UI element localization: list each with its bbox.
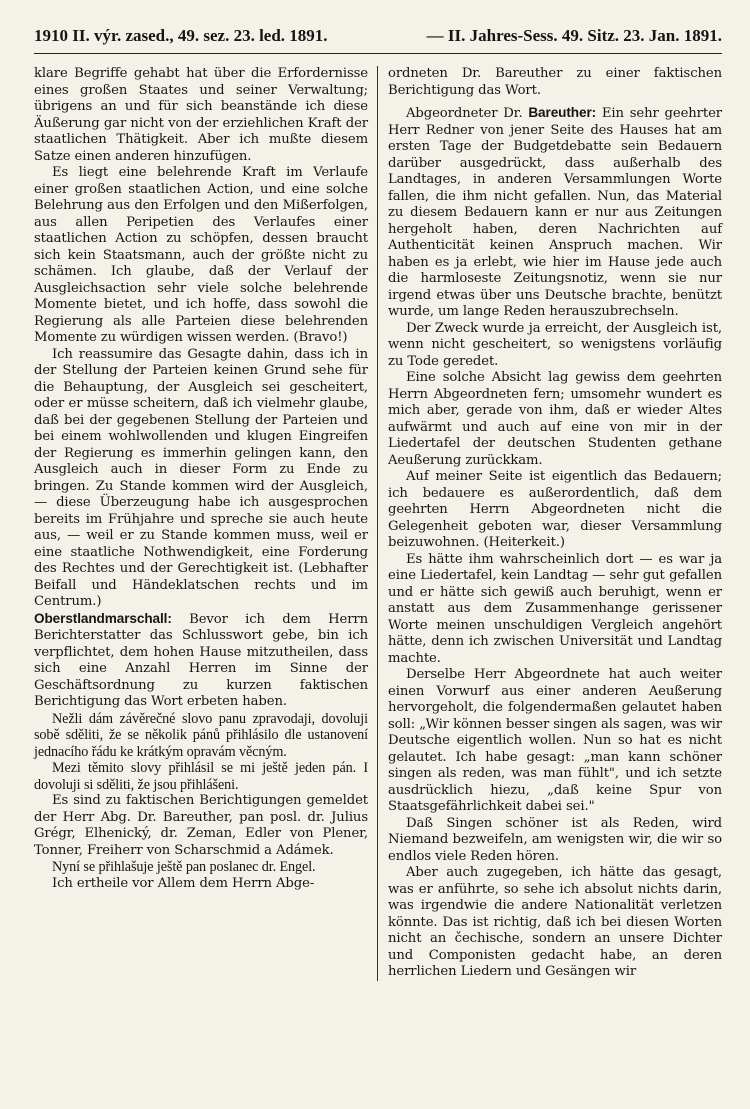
header-right: — II. Jahres-Sess. 49. Sitz. 23. Jan. 1891. [426, 26, 722, 45]
paragraph-czech: Nyní se přihlašuje ještě pan poslanec dr. Engel. [52, 859, 316, 876]
page-header [34, 26, 722, 54]
paragraph: Eine solche Absicht lag gewiss dem geehrten Herrn Abgeordneten fern; umsomehr wundert es mich aber, gerade von ihm, daß er wieder Altes aufwärmt und auch auf eine von mir in der Liedertafel der deutschen Studenten gethane Aeußerung zurückkam. [388, 370, 722, 468]
paragraph: Es liegt eine belehrende Kraft im Verlaufe einer großen staatlichen Action, und eine solche Belehrung aus den Erfolgen und den Mißerfolgen, aus allen Peripetien des Verlaufes einer staatlichen Action zu schöpfen, dessen braucht sich kein Staatsmann, auch der größte nicht zu schämen. Ich glaube, daß der Verlauf der Ausgleichsaction sehr viele solche belehrende Momente bietet, und ich hoffe, dass sowohl die Regierung als alle Parteien diese belehrenden Momente zu würdigen wissen werden. (Bravo!) [34, 165, 368, 345]
text-columns [34, 66, 722, 981]
speaker-prefix: Abgeordneter Dr. [406, 106, 529, 121]
speech-text: Ein sehr geehrter Herr Redner von jener Seite des Hauses hat am ersten Tage der Budgetdebatte sein Bedauern darüber ausgedrückt, dass außerhalb des Landtages, in anderen Versammlungen Worte fallen, die ihm nicht gefallen. Nun, das Material zu diesem Bedauern kann er nur aus Zeitungen hergeholt haben, deren Nachrichten auf Authenticität keinen Anspruch machen. Wir haben es ja erlebt, wie hier im Hause jede auch die harmloseste Zeitungsnotiz, wenn sie nur irgend etwas über uns Deutsche brachte, benützt wurde, um lange Reden herauszubrechseln. [388, 106, 722, 319]
paragraph: Aber auch zugegeben, ich hätte das gesagt, was er anführte, so sehe ich absolut nichts darin, was irgendwie die andere Nationalität verletzen könnte. Das ist richtig, daß ich bei diesen Worten nicht an čechische, sondern an unsere Dichter und Componisten gedacht habe, an deren herrlichen Liedern und Gesängen wir [388, 865, 722, 979]
speaker-name: Bareuther: [528, 105, 597, 120]
paragraph: Es sind zu faktischen Berichtigungen gemeldet der Herr Abg. Dr. Bareuther, pan posl. dr. Julius Grégr, Elhenický, dr. Zeman, Edler von Plener, Tonner, Freiherr von Scharschmid a Adámek. [34, 793, 368, 858]
header-left: 1910 II. výr. zased., 49. sez. 23. led. 1891. [34, 26, 328, 45]
paragraph: ordneten Dr. Bareuther zu einer faktischen Berichtigung das Wort. [388, 66, 722, 98]
paragraph: Daß Singen schöner ist als Reden, wird Niemand bezweifeln, am wenigsten wir, die wir so endlos viele Reden hören. [388, 815, 722, 864]
speaker-paragraph [34, 611, 368, 711]
right-column [377, 66, 722, 981]
paragraph: Es hätte ihm wahrscheinlich dort — es war ja eine Liedertafel, kein Landtag — sehr gut gefallen und er hätte sich gewiß auch beruhigt, wenn er anstatt aus dem Zusammenhange gerissener Worte meinen unschuldigen Vergleich angehört hätte, denn ich zwischen Universität und Landtag machte. [388, 551, 722, 666]
paragraph: Ich ertheile vor Allem dem Herrn Abge- [52, 876, 315, 892]
speech-text: Bevor ich dem Herrn Berichterstatter das Schlusswort gebe, bin ich verpflichtet, dem hohen Hause mitzutheilen, dass sich eine Anzahl Herren im Sinne der Geschäftsordnung zu kurzen faktischen Berichtigung das Wort erbeten haben. [34, 611, 368, 709]
paragraph: Derselbe Herr Abgeordnete hat auch weiter einen Vorwurf aus einer anderen Aeußerung hervorgeholt, die folgendermaßen gelautet haben soll: „Wir können besser singen als sagen, was wir Deutsche eigentlich wollen. Nun so hat es nicht gelautet. Ich habe gesagt: „man kann schöner singen als reden, was man fühlt", und ich setzte ausdrücklich hiezu, „daß keine Spur von Staatsgefährlichkeit dabei sei." [388, 667, 722, 814]
paragraph: Der Zweck wurde ja erreicht, der Ausgleich ist, wenn nicht gescheitert, so wenigstens vorläufig zu Tode geredet. [388, 320, 722, 369]
paragraph: Ich reassumire das Gesagte dahin, dass ich in der Stellung der Parteien keinen Grund sehe für die Behauptung, der Ausgleich sei gescheitert, oder er müsse scheitern, daß ich vielmehr glaube, daß bei der gegebenen Stellung der Parteien und bei einem wohlwollenden und klugen Eingreifen der Regierung es immerhin gelingen kann, den Ausgleich auch in dieser Form zu Ende zu bringen. Zu Stande kommen wird der Ausgleich, — diese Überzeugung habe ich ausgesprochen bereits im Frühjahre und spreche sie auch heute aus, — weil er zu Stande kommen muss, weil er eine staatliche Nothwendigkeit, eine Forderung des Rechtes und der Gerechtigkeit ist. (Lebhafter Beifall und Händeklatschen rechts und im Centrum.) [34, 346, 368, 609]
paragraph-czech: Mezi těmito slovy přihlásil se mi ještě jeden pán. I dovoluji si sděliti, že jsou přihlášeni. [34, 760, 368, 793]
paragraph: klare Begriffe gehabt hat über die Erfordernisse eines großen Staates und seiner Verwaltung; übrigens an und für sich beanstände ich diese Äußerung gar nicht von der erziehlichen Kraft der staatlichen Thätigkeit. Aber ich mußte diesem Satze einen anderen hinzufügen. [34, 66, 368, 164]
left-column [34, 66, 377, 981]
paragraph: Auf meiner Seite ist eigentlich das Bedauern; ich bedauere es außerordentlich, daß dem geehrten Herrn Abgeordneten nicht die Gelegenheit geboten war, dieser Versammlung beizuwohnen. (Heiterkeit.) [388, 469, 722, 550]
speaker-name: Oberstlandmarschall: [34, 610, 172, 626]
paragraph-czech: Nežli dám závěrečné slovo panu zpravodaji, dovoluji sobě sděliti, že se několik pánů přihlásilo dle ustanovení jednacího řádu ke krátkým opravám věcným. [34, 710, 368, 760]
speaker-paragraph [388, 105, 722, 321]
